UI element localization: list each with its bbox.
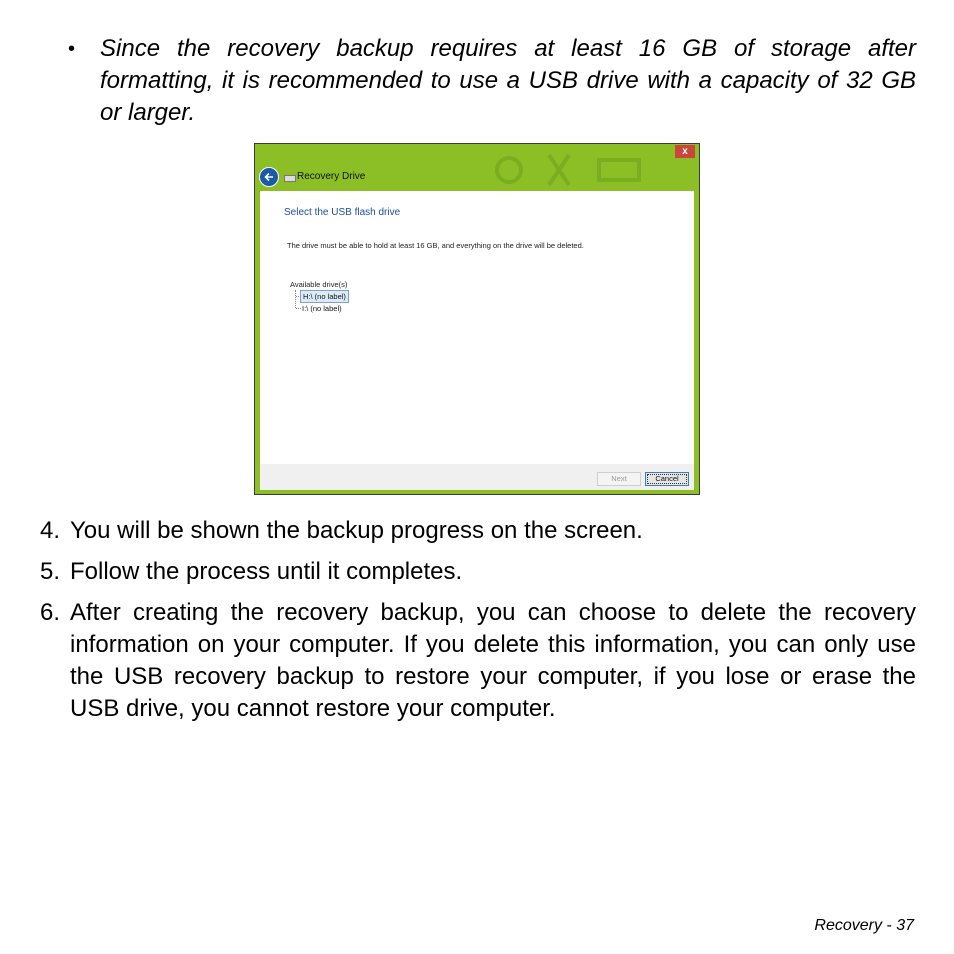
step-text: After creating the recovery backup, you can choose to delete the recovery information on your computer. If you delete this information, you can only use the USB recovery backup to restore your computer, if you lose or erase the USB drive, you cannot restore your computer. xyxy=(70,599,916,722)
step-item xyxy=(40,556,916,588)
step-text: Follow the process until it completes. xyxy=(70,558,463,585)
page-footer: Recovery - 37 xyxy=(814,917,914,934)
dialog-content xyxy=(260,191,694,464)
steps-list xyxy=(40,515,916,734)
bullet-text: Since the recovery backup requires at least 16 GB of storage after formatting, it is recommended to use a USB drive with a capacity of 32 GB or larger. xyxy=(100,35,916,126)
next-button[interactable]: Next xyxy=(597,472,641,486)
dialog-description: The drive must be able to hold at least 16 GB, and everything on the drive will be deleted. xyxy=(287,241,584,250)
bullet-mark: • xyxy=(68,38,76,60)
back-arrow-icon[interactable] xyxy=(259,167,279,187)
available-drives-label: Available drive(s) xyxy=(290,280,348,289)
tree-connector xyxy=(295,290,297,308)
step-item xyxy=(40,515,916,547)
cancel-button[interactable]: Cancel xyxy=(645,472,689,486)
drive-option-i[interactable]: I:\ (no label) xyxy=(302,304,342,313)
drive-icon xyxy=(284,175,296,182)
step-number: 4. xyxy=(40,517,61,544)
step-text: You will be shown the backup progress on the screen. xyxy=(70,517,643,544)
step-item xyxy=(40,597,916,725)
tree-connector xyxy=(296,308,301,309)
dialog-footer xyxy=(260,464,694,490)
bullet-item xyxy=(68,33,916,129)
decorative-background-icon xyxy=(479,150,659,190)
window-title: Recovery Drive xyxy=(297,171,366,182)
recovery-drive-screenshot xyxy=(254,143,700,495)
drive-option-h[interactable]: H:\ (no label) xyxy=(300,290,349,303)
step-number: 6. xyxy=(40,599,61,626)
dialog-heading: Select the USB flash drive xyxy=(284,207,401,218)
close-button[interactable]: x xyxy=(675,145,695,158)
step-number: 5. xyxy=(40,558,61,585)
